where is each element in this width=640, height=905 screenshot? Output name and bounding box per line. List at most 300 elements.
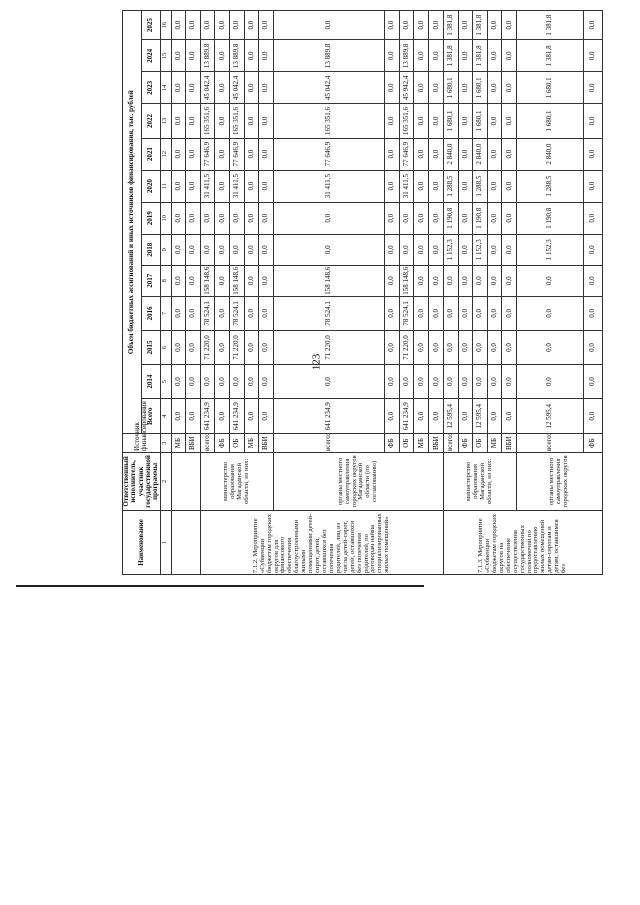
name-cell-continued: [171, 510, 200, 574]
value-cell: 0,0: [215, 11, 230, 40]
value-cell: 45 942,4: [399, 72, 414, 104]
value-cell: 0,0: [229, 202, 244, 234]
value-cell: 0,0: [384, 11, 399, 40]
value-cell: 0,0: [186, 330, 201, 364]
value-cell: 78 524,1: [399, 296, 414, 330]
value-cell: 1 381,8: [444, 40, 459, 72]
value-cell: 641 234,9: [273, 399, 384, 434]
source-cell: МБ: [487, 434, 502, 453]
header-year-2018: 2018: [141, 234, 160, 265]
col-index-10: 10: [160, 202, 171, 234]
value-cell: 13 889,8: [200, 40, 215, 72]
value-cell: 0,0: [215, 202, 230, 234]
value-cell: 0,0: [583, 399, 602, 434]
value-cell: 1 152,3: [517, 234, 584, 265]
value-cell: 0,0: [429, 234, 444, 265]
value-cell: 0,0: [487, 170, 502, 202]
value-cell: 0,0: [583, 11, 602, 40]
value-cell: 0,0: [215, 40, 230, 72]
value-cell: 0,0: [583, 202, 602, 234]
value-cell: 0,0: [414, 365, 429, 399]
value-cell: 0,0: [384, 202, 399, 234]
value-cell: 0,0: [429, 40, 444, 72]
header-year-2019: 2019: [141, 202, 160, 234]
col-index-11: 11: [160, 170, 171, 202]
value-cell: 0,0: [399, 365, 414, 399]
value-cell: 158 148,6: [229, 265, 244, 296]
value-cell: 0,0: [384, 296, 399, 330]
value-cell: 0,0: [215, 296, 230, 330]
responsible-local: органы местного самоуправления городских округов: [517, 452, 603, 510]
value-cell: 0,0: [583, 296, 602, 330]
value-cell: 0,0: [244, 170, 259, 202]
value-cell: 0,0: [399, 202, 414, 234]
value-cell: 0,0: [502, 265, 517, 296]
value-cell: 0,0: [171, 170, 186, 202]
value-cell: 31 411,5: [229, 170, 244, 202]
value-cell: 1 190,8: [473, 202, 488, 234]
value-cell: 0,0: [259, 170, 274, 202]
value-cell: 0,0: [458, 234, 473, 265]
col-index-12: 12: [160, 138, 171, 170]
value-cell: 45 042,4: [229, 72, 244, 104]
value-cell: 165 351,6: [229, 104, 244, 138]
value-cell: 0,0: [473, 365, 488, 399]
value-cell: 0,0: [186, 234, 201, 265]
value-cell: 0,0: [244, 365, 259, 399]
value-cell: 0,0: [487, 365, 502, 399]
value-cell: 0,0: [502, 104, 517, 138]
value-cell: 1 152,3: [473, 234, 488, 265]
value-cell: 0,0: [517, 365, 584, 399]
value-cell: 1 381,8: [473, 40, 488, 72]
value-cell: 0,0: [215, 104, 230, 138]
value-cell: 0,0: [215, 399, 230, 434]
value-cell: 0,0: [473, 330, 488, 364]
header-year-2014: 2014: [141, 365, 160, 399]
value-cell: 0,0: [517, 265, 584, 296]
value-cell: 158 148,6: [273, 265, 384, 296]
value-cell: 641 234,9: [200, 399, 215, 434]
value-cell: 0,0: [487, 72, 502, 104]
value-cell: 0,0: [259, 40, 274, 72]
value-cell: 0,0: [429, 72, 444, 104]
value-cell: 1 680,1: [444, 72, 459, 104]
value-cell: 0,0: [583, 170, 602, 202]
header-source: Источник финансирования: [123, 434, 161, 453]
value-cell: 0,0: [583, 104, 602, 138]
header-year-2020: 2020: [141, 170, 160, 202]
value-cell: 0,0: [171, 72, 186, 104]
value-cell: 1 288,5: [517, 170, 584, 202]
value-cell: 0,0: [186, 399, 201, 434]
value-cell: 0,0: [414, 170, 429, 202]
col-index-9: 9: [160, 234, 171, 265]
value-cell: 165 351,6: [399, 104, 414, 138]
value-cell: 0,0: [473, 265, 488, 296]
value-cell: 1 381,8: [517, 40, 584, 72]
responsible-local: органы местного самоуправления городских округов Магаданской области (по согласованию): [273, 452, 444, 510]
col-index-1: 1: [160, 510, 171, 574]
value-cell: 0,0: [414, 296, 429, 330]
value-cell: 71 220,0: [200, 330, 215, 364]
value-cell: 158 148,6: [399, 265, 414, 296]
value-cell: 1 680,1: [517, 104, 584, 138]
value-cell: 0,0: [429, 296, 444, 330]
value-cell: 0,0: [215, 72, 230, 104]
value-cell: 0,0: [487, 104, 502, 138]
source-cell: МБ: [414, 434, 429, 453]
header-year-2025: 2025: [141, 11, 160, 40]
responsible-ministry: министерство образования Магаданской области, из них:: [200, 452, 273, 510]
value-cell: 0,0: [171, 202, 186, 234]
source-cell: ВБИ: [259, 434, 274, 453]
col-index-16: 16: [160, 11, 171, 40]
table-row: [273, 11, 384, 575]
value-cell: 0,0: [414, 330, 429, 364]
value-cell: 0,0: [244, 330, 259, 364]
measure-name: 7.1.2. Мероприятие «Субвенции бюджетам городских округов для финансового обеспечения благоустроенными жилыми помещениями детей-сирот, детей, оставшихся без попечения родителей, лиц из числа детей-сирот, детей, оставшихся без попечения родителей, по договорам найма специализированных жилых помещений»: [200, 510, 443, 574]
value-cell: 0,0: [215, 365, 230, 399]
source-cell: ФБ: [458, 434, 473, 453]
value-cell: 0,0: [186, 296, 201, 330]
value-cell: 0,0: [200, 11, 215, 40]
value-cell: 0,0: [399, 11, 414, 40]
col-index-6: 6: [160, 330, 171, 364]
budget-table: [122, 10, 603, 575]
value-cell: 0,0: [244, 296, 259, 330]
value-cell: 0,0: [273, 365, 384, 399]
source-cell: ОБ: [473, 434, 488, 453]
value-cell: 0,0: [244, 399, 259, 434]
value-cell: 0,0: [244, 11, 259, 40]
value-cell: 0,0: [384, 72, 399, 104]
value-cell: 0,0: [429, 330, 444, 364]
value-cell: 0,0: [186, 202, 201, 234]
value-cell: 0,0: [259, 72, 274, 104]
value-cell: 0,0: [259, 138, 274, 170]
value-cell: 12 595,4: [517, 399, 584, 434]
source-cell: ФБ: [384, 434, 399, 453]
value-cell: 0,0: [502, 234, 517, 265]
value-cell: 0,0: [583, 40, 602, 72]
value-cell: 0,0: [487, 296, 502, 330]
table-row: [200, 11, 215, 575]
value-cell: 0,0: [229, 365, 244, 399]
table-row: [171, 11, 186, 575]
value-cell: 0,0: [259, 365, 274, 399]
value-cell: 1 680,1: [473, 104, 488, 138]
value-cell: 0,0: [244, 40, 259, 72]
value-cell: 77 646,9: [273, 138, 384, 170]
value-cell: 0,0: [487, 234, 502, 265]
value-cell: 0,0: [171, 296, 186, 330]
value-cell: 1 190,8: [517, 202, 584, 234]
footer-rule: [16, 585, 424, 587]
value-cell: 0,0: [186, 138, 201, 170]
value-cell: 0,0: [414, 399, 429, 434]
header-year-2016: 2016: [141, 296, 160, 330]
value-cell: 0,0: [583, 265, 602, 296]
value-cell: 0,0: [487, 399, 502, 434]
value-cell: 1 381,8: [517, 11, 584, 40]
value-cell: 165 351,6: [200, 104, 215, 138]
value-cell: 0,0: [429, 202, 444, 234]
value-cell: 641 234,9: [399, 399, 414, 434]
value-cell: 1 680,1: [444, 104, 459, 138]
value-cell: 0,0: [458, 296, 473, 330]
value-cell: 0,0: [244, 138, 259, 170]
value-cell: 31 411,5: [273, 170, 384, 202]
value-cell: 0,0: [384, 138, 399, 170]
value-cell: 0,0: [171, 138, 186, 170]
value-cell: 0,0: [458, 330, 473, 364]
col-index-2: 2: [160, 452, 171, 510]
value-cell: 0,0: [502, 330, 517, 364]
value-cell: 45 042,4: [200, 72, 215, 104]
value-cell: 0,0: [259, 104, 274, 138]
value-cell: 12 595,4: [473, 399, 488, 434]
col-index-5: 5: [160, 365, 171, 399]
value-cell: 0,0: [473, 296, 488, 330]
value-cell: 0,0: [458, 365, 473, 399]
value-cell: 0,0: [273, 202, 384, 234]
value-cell: 0,0: [244, 104, 259, 138]
value-cell: 2 840,0: [444, 138, 459, 170]
value-cell: 0,0: [414, 138, 429, 170]
value-cell: 0,0: [186, 11, 201, 40]
table-rotation-wrapper: [122, 10, 597, 575]
source-cell: всего:: [273, 434, 384, 453]
value-cell: 0,0: [429, 365, 444, 399]
value-cell: 0,0: [186, 365, 201, 399]
header-row-index: [160, 11, 171, 575]
value-cell: 0,0: [273, 11, 384, 40]
value-cell: 0,0: [399, 234, 414, 265]
header-responsible: Ответственный исполнитель, участник государственной программы: [123, 452, 161, 510]
value-cell: 0,0: [458, 138, 473, 170]
value-cell: 0,0: [487, 40, 502, 72]
value-cell: 0,0: [502, 138, 517, 170]
source-cell: МБ: [244, 434, 259, 453]
value-cell: 1 680,1: [473, 72, 488, 104]
value-cell: 13 889,8: [229, 40, 244, 72]
value-cell: 0,0: [171, 234, 186, 265]
value-cell: 0,0: [384, 265, 399, 296]
value-cell: 0,0: [458, 202, 473, 234]
value-cell: 0,0: [458, 11, 473, 40]
value-cell: 0,0: [517, 296, 584, 330]
value-cell: 31 411,5: [399, 170, 414, 202]
value-cell: 0,0: [414, 234, 429, 265]
value-cell: 0,0: [444, 330, 459, 364]
value-cell: 0,0: [186, 104, 201, 138]
value-cell: 0,0: [384, 170, 399, 202]
table-body: [171, 11, 602, 575]
value-cell: 12 595,4: [444, 399, 459, 434]
value-cell: 0,0: [171, 265, 186, 296]
source-cell: ОБ: [229, 434, 244, 453]
value-cell: 0,0: [244, 265, 259, 296]
value-cell: 0,0: [259, 399, 274, 434]
value-cell: 0,0: [458, 104, 473, 138]
value-cell: 0,0: [429, 170, 444, 202]
value-cell: 0,0: [414, 202, 429, 234]
value-cell: 0,0: [414, 40, 429, 72]
source-cell: ВБИ: [186, 434, 201, 453]
value-cell: 71 220,0: [399, 330, 414, 364]
table-row: [444, 11, 459, 575]
source-cell: ВБИ: [429, 434, 444, 453]
value-cell: 0,0: [200, 234, 215, 265]
value-cell: 0,0: [429, 104, 444, 138]
value-cell: 1 381,8: [473, 11, 488, 40]
value-cell: 0,0: [487, 138, 502, 170]
col-index-15: 15: [160, 40, 171, 72]
value-cell: 71 220,0: [229, 330, 244, 364]
value-cell: 0,0: [171, 365, 186, 399]
value-cell: 45 042,4: [273, 72, 384, 104]
value-cell: 31 411,5: [200, 170, 215, 202]
value-cell: 0,0: [215, 234, 230, 265]
value-cell: 0,0: [273, 234, 384, 265]
value-cell: 0,0: [186, 265, 201, 296]
value-cell: 0,0: [458, 170, 473, 202]
value-cell: 13 889,8: [273, 40, 384, 72]
value-cell: 0,0: [502, 399, 517, 434]
value-cell: 0,0: [583, 330, 602, 364]
value-cell: 0,0: [444, 265, 459, 296]
value-cell: 0,0: [502, 40, 517, 72]
value-cell: 0,0: [171, 330, 186, 364]
col-index-7: 7: [160, 296, 171, 330]
value-cell: 0,0: [458, 72, 473, 104]
header-total: Всего: [141, 399, 160, 434]
value-cell: 0,0: [215, 265, 230, 296]
value-cell: 158 148,6: [200, 265, 215, 296]
value-cell: 0,0: [200, 202, 215, 234]
value-cell: 0,0: [583, 365, 602, 399]
header-row-1: [123, 11, 142, 575]
col-index-3: 3: [160, 434, 171, 453]
page-number: 123: [310, 353, 323, 371]
value-cell: 0,0: [517, 330, 584, 364]
source-cell: всего:: [517, 434, 584, 453]
value-cell: 0,0: [414, 265, 429, 296]
value-cell: 0,0: [384, 330, 399, 364]
value-cell: 0,0: [429, 138, 444, 170]
source-cell: всего:: [444, 434, 459, 453]
value-cell: 0,0: [502, 11, 517, 40]
value-cell: 0,0: [259, 296, 274, 330]
value-cell: 71 220,0: [273, 330, 384, 364]
value-cell: 0,0: [244, 72, 259, 104]
value-cell: 0,0: [487, 11, 502, 40]
value-cell: 0,0: [171, 399, 186, 434]
header-volume: Объем бюджетных ассигнований и иных источников финансирования, тыс. рублей: [123, 11, 142, 434]
value-cell: 77 646,9: [229, 138, 244, 170]
value-cell: 2 840,0: [473, 138, 488, 170]
header-year-2023: 2023: [141, 72, 160, 104]
value-cell: 0,0: [186, 170, 201, 202]
value-cell: 0,0: [259, 11, 274, 40]
value-cell: 0,0: [444, 296, 459, 330]
value-cell: 0,0: [502, 170, 517, 202]
value-cell: 0,0: [384, 104, 399, 138]
value-cell: 0,0: [259, 265, 274, 296]
value-cell: 13 889,8: [399, 40, 414, 72]
value-cell: 78 524,1: [200, 296, 215, 330]
value-cell: 77 646,9: [399, 138, 414, 170]
value-cell: 0,0: [200, 365, 215, 399]
value-cell: 1 680,1: [517, 72, 584, 104]
value-cell: 2 840,0: [517, 138, 584, 170]
header-year-2015: 2015: [141, 330, 160, 364]
value-cell: 0,0: [244, 202, 259, 234]
value-cell: 0,0: [259, 234, 274, 265]
value-cell: 0,0: [429, 265, 444, 296]
value-cell: 0,0: [384, 365, 399, 399]
value-cell: 0,0: [171, 40, 186, 72]
value-cell: 1 288,5: [444, 170, 459, 202]
value-cell: 0,0: [487, 265, 502, 296]
value-cell: 0,0: [384, 234, 399, 265]
source-cell: ФБ: [583, 434, 602, 453]
value-cell: 0,0: [429, 11, 444, 40]
responsible-ministry: министерство образования Магаданской области, из них:: [444, 452, 517, 510]
header-year-2021: 2021: [141, 138, 160, 170]
value-cell: 0,0: [487, 202, 502, 234]
value-cell: 641 234,9: [229, 399, 244, 434]
value-cell: 78 524,1: [229, 296, 244, 330]
value-cell: 0,0: [502, 202, 517, 234]
measure-name: 7.1.3. Мероприятие «Субвенции бюджетам городских округов на обеспечение осуществления государственных полномочий по предоставлению жилых помещений детям-сиротам и детям, оставшимся без: [444, 510, 603, 574]
value-cell: 0,0: [583, 72, 602, 104]
value-cell: 0,0: [414, 11, 429, 40]
col-index-4: 4: [160, 399, 171, 434]
value-cell: 1 152,3: [444, 234, 459, 265]
source-cell: ОБ: [399, 434, 414, 453]
col-index-13: 13: [160, 104, 171, 138]
source-cell: всего:: [200, 434, 215, 453]
responsible-cell-continued: [171, 452, 200, 510]
value-cell: 0,0: [259, 202, 274, 234]
value-cell: 0,0: [384, 399, 399, 434]
value-cell: 1 190,8: [444, 202, 459, 234]
value-cell: 0,0: [429, 399, 444, 434]
source-cell: МБ: [171, 434, 186, 453]
value-cell: 0,0: [583, 234, 602, 265]
value-cell: 0,0: [414, 72, 429, 104]
value-cell: 0,0: [444, 365, 459, 399]
value-cell: 0,0: [186, 40, 201, 72]
value-cell: 0,0: [229, 11, 244, 40]
value-cell: 1 381,8: [444, 11, 459, 40]
value-cell: 0,0: [215, 138, 230, 170]
value-cell: 0,0: [215, 330, 230, 364]
value-cell: 0,0: [215, 170, 230, 202]
source-cell: ФБ: [215, 434, 230, 453]
header-year-2017: 2017: [141, 265, 160, 296]
value-cell: 0,0: [458, 40, 473, 72]
col-index-14: 14: [160, 72, 171, 104]
header-name: Наименование: [123, 510, 161, 574]
value-cell: 0,0: [259, 330, 274, 364]
value-cell: 0,0: [502, 72, 517, 104]
value-cell: 0,0: [186, 72, 201, 104]
value-cell: 0,0: [487, 330, 502, 364]
value-cell: 0,0: [583, 138, 602, 170]
